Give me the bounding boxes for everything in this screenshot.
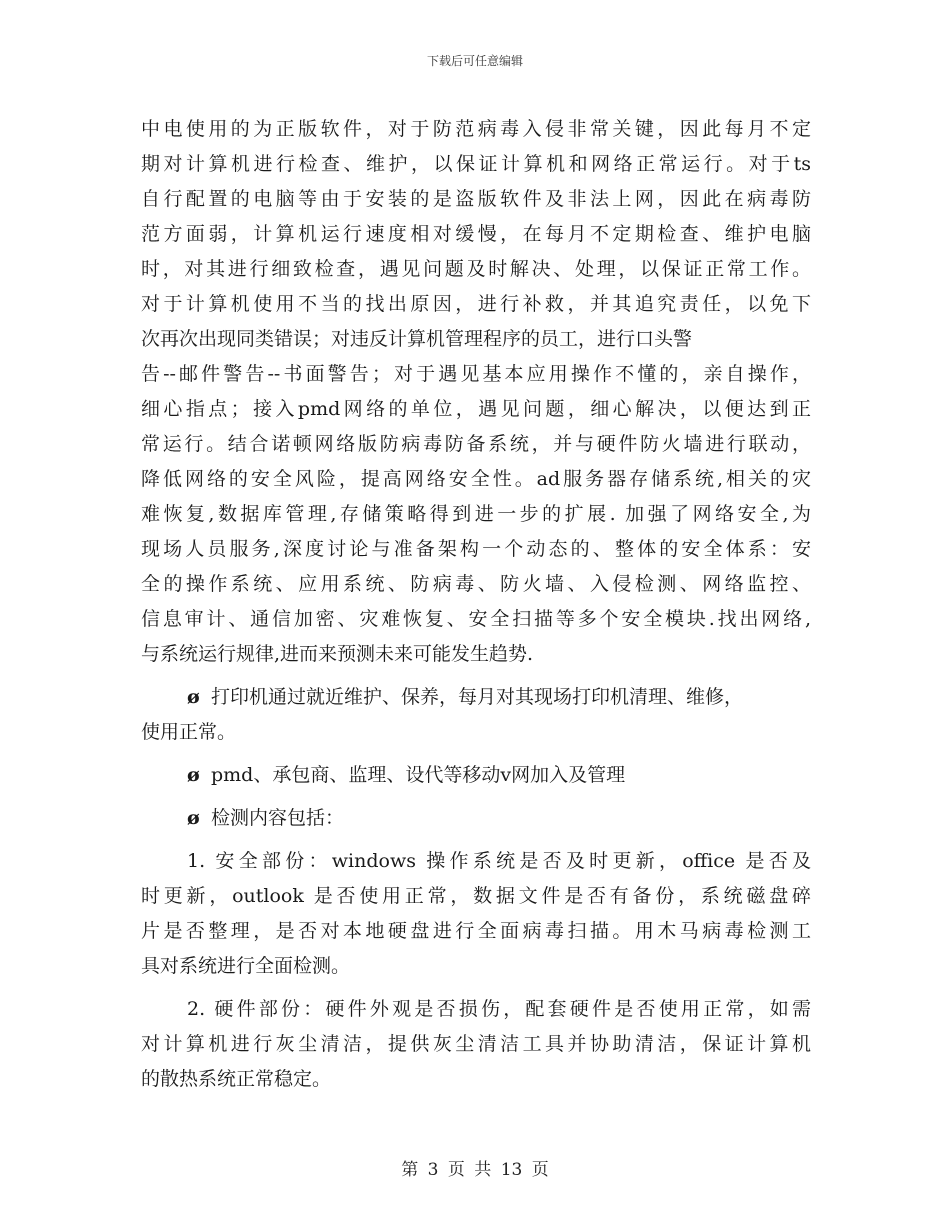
text-line: 信息审计、通信加密、灾难恢复、安全扫描等多个安全模块.找出网络, — [141, 608, 811, 630]
text-line: 2. 硬件部份：硬件外观是否损伤，配套硬件是否使用正常，如需 — [187, 998, 811, 1020]
text-line: 告--邮件警告--书面警告；对于遇见基本应用操作不懂的，亲自操作， — [141, 363, 811, 385]
text-line: 时更新，outlook 是否使用正常，数据文件是否有备份，系统磁盘碎 — [141, 885, 811, 907]
page-number-footer: 第 3 页 共 13 页 — [401, 1160, 549, 1180]
text-line: 的散热系统正常稳定。 — [141, 1068, 332, 1090]
text-line: 对计算机进行灰尘清洁，提供灰尘清洁工具并协助清洁，保证计算机 — [141, 1033, 811, 1055]
bullet-text: 检测内容包括： — [211, 807, 345, 829]
text-line: 片是否整理，是否对本地硬盘进行全面病毒扫描。用木马病毒检测工 — [141, 920, 811, 942]
bullet-mobile-vnet — [141, 758, 811, 793]
text-line: 对于计算机使用不当的找出原因，进行补救，并其追究责任，以免下 — [141, 293, 811, 315]
text-line: 1. 安全部份：windows 操作系统是否及时更新，office 是否及 — [187, 850, 811, 872]
text-line: 全的操作系统、应用系统、防病毒、防火墙、入侵检测、网络监控、 — [141, 573, 811, 595]
bullet-inspection-contents — [141, 801, 811, 836]
text-line: 时，对其进行细致检查，遇见问题及时解决、处理，以保证正常工作。 — [141, 258, 811, 280]
paragraph-network-maintenance — [141, 112, 811, 672]
bullet-marker: ø — [187, 686, 200, 708]
text-line: 难恢复,数据库管理,存储策略得到进一步的扩展. 加强了网络安全,为 — [141, 503, 811, 525]
page-header: 下载后可任意编辑 — [426, 54, 523, 68]
text-line: 具对系统进行全面检测。 — [141, 955, 351, 977]
bullet-text: 打印机通过就近维护、保养，每月对其现场打印机清理、维修， — [211, 686, 744, 708]
text-line: 次再次出现同类错误；对违反计算机管理程序的员工，进行口头警 — [141, 328, 693, 350]
text-line: 使用正常。 — [141, 721, 237, 743]
text-line: 降低网络的安全风险，提高网络安全性。ad服务器存储系统,相关的灾 — [141, 468, 811, 490]
text-line: 现场人员服务,深度讨论与准备架构一个动态的、整体的安全体系：安 — [141, 538, 811, 560]
bullet-marker: ø — [187, 764, 200, 786]
bullet-printer-maintenance — [141, 680, 811, 750]
text-line: 期对计算机进行检查、维护，以保证计算机和网络正常运行。对于ts — [141, 153, 811, 175]
text-line: 自行配置的电脑等由于安装的是盗版软件及非法上网，因此在病毒防 — [141, 188, 811, 210]
text-line: 细心指点；接入pmd网络的单位，遇见问题，细心解决，以便达到正 — [141, 398, 811, 420]
document-body — [141, 112, 811, 1097]
text-line: 与系统运行规律,进而来预测未来可能发生趋势. — [141, 643, 534, 665]
list-item-security — [141, 844, 811, 984]
bullet-marker: ø — [187, 807, 200, 829]
list-item-hardware — [141, 992, 811, 1097]
text-line: 中电使用的为正版软件，对于防范病毒入侵非常关键，因此每月不定 — [141, 118, 811, 140]
bullet-text: pmd、承包商、监理、设代等移动v网加入及管理 — [211, 764, 626, 786]
text-line: 范方面弱，计算机运行速度相对缓慢，在每月不定期检查、维护电脑 — [141, 223, 811, 245]
text-line: 常运行。结合诺顿网络版防病毒防备系统，并与硬件防火墙进行联动， — [141, 433, 811, 455]
